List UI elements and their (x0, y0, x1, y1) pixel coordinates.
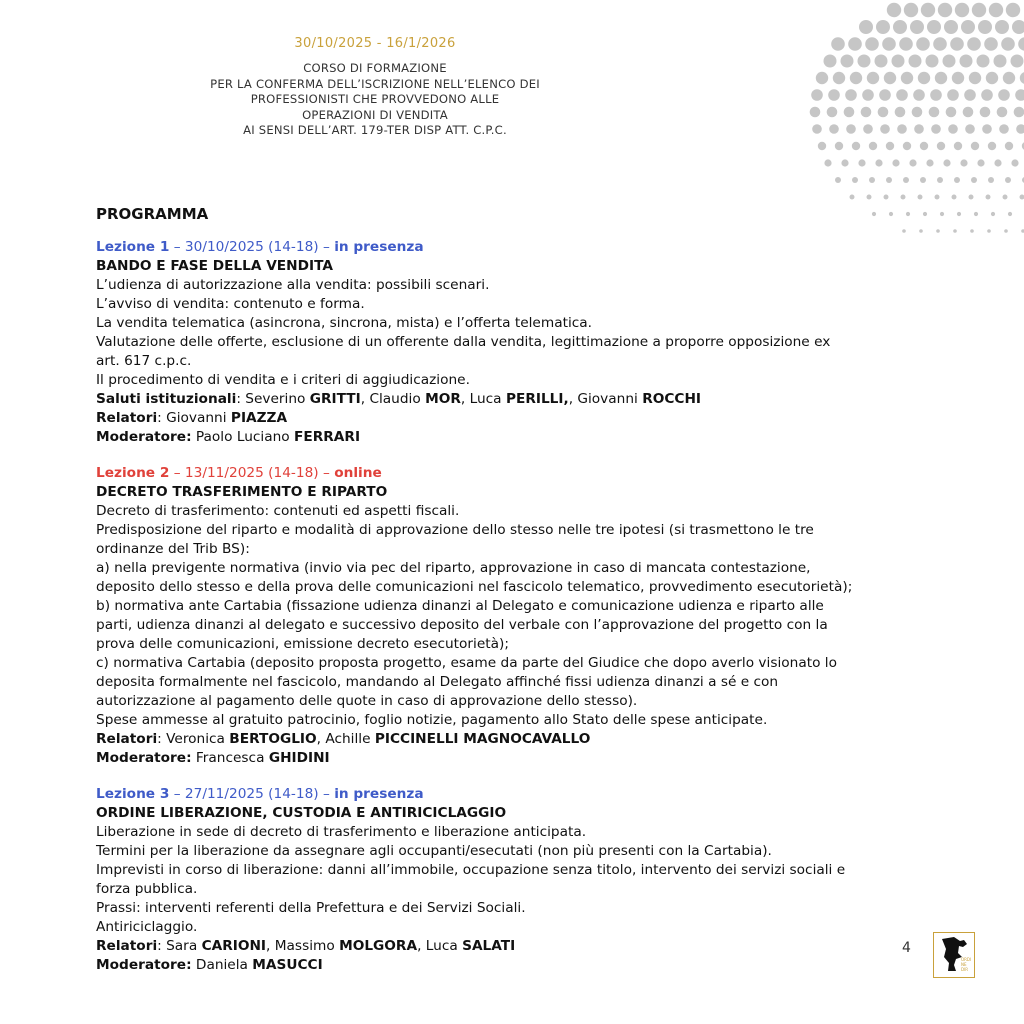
decorative-dot (844, 107, 855, 118)
decorative-dot (964, 89, 976, 101)
person-last-name: SALATI (462, 938, 516, 954)
moderatore-line (96, 428, 996, 447)
decorative-dot (920, 177, 926, 183)
decorative-dot (863, 124, 873, 134)
decorative-dot (998, 89, 1010, 101)
decorative-dot (876, 20, 890, 34)
decorative-dot (954, 142, 962, 150)
decorative-dot (918, 72, 930, 84)
moderatore-label: Moderatore: (96, 429, 192, 445)
lesson-text-line: Spese ammesse al gratuito patrocinio, foglio notizie, pagamento allo Stato delle spese anticipate. (96, 712, 768, 728)
person-last-name: CARIONI (201, 938, 267, 954)
person-first-name: Luca (425, 938, 458, 954)
decorative-dot (895, 107, 906, 118)
decorative-dot (1014, 107, 1024, 118)
decorative-dot (909, 159, 916, 166)
decorative-dot (827, 107, 838, 118)
decorative-dot (828, 89, 840, 101)
decorative-dot (929, 107, 940, 118)
person-last-name: GRITTI (309, 391, 361, 407)
decorative-dot (955, 3, 969, 17)
header-line: PROFESSIONISTI CHE PROVVEDONO ALLE (250, 92, 500, 106)
decorative-dot (903, 177, 909, 183)
decorative-dot (967, 37, 981, 51)
lesson-text-line: deposito dello stesso e della prova delle comunicazioni nel fascicolo telematico, provvedimento esecutorietà); (96, 579, 853, 595)
relatori-label: Relatori (96, 410, 158, 426)
course-dates: 30/10/2025 - 16/1/2026 (294, 36, 456, 51)
decorative-dot (984, 37, 998, 51)
decorative-dot (862, 89, 874, 101)
decorative-dot (850, 72, 862, 84)
decorative-dot (859, 20, 873, 34)
decorative-dot (971, 142, 979, 150)
decorative-dot (1008, 212, 1012, 216)
decorative-dot (1001, 37, 1015, 51)
decorative-dot (867, 195, 872, 200)
lesson-date: – 30/10/2025 (14-18) – (169, 239, 335, 255)
lesson-heading (96, 464, 996, 483)
lesson-date: – 27/11/2025 (14-18) – (169, 786, 335, 802)
lesson-text-line: L’avviso di vendita: contenuto e forma. (96, 296, 365, 312)
decorative-dot (950, 37, 964, 51)
header-line: CORSO DI FORMAZIONE (303, 61, 447, 75)
person-last-name: BERTOGLIO (229, 731, 317, 747)
decorative-dot (997, 107, 1008, 118)
decorative-dot (835, 142, 843, 150)
lesson-text-line: b) normativa ante Cartabia (fissazione udienza dinanzi al Delegato e comunicazione udienza e riparto alle (96, 598, 824, 614)
decorative-dot (978, 20, 992, 34)
decorative-dot (965, 124, 975, 134)
person-last-name: PICCINELLI MAGNOCAVALLO (374, 731, 591, 747)
decorative-dot (829, 124, 839, 134)
decorative-dot (926, 159, 933, 166)
decorative-dot (882, 37, 896, 51)
decorative-dot (897, 124, 907, 134)
decorative-dot (869, 142, 877, 150)
decorative-dot (811, 89, 823, 101)
header-line: PER LA CONFERMA DELL’ISCRIZIONE NELL’ELENCO DEI (210, 76, 540, 91)
decorative-dot (969, 195, 974, 200)
person-last-name: ROCCHI (642, 391, 702, 407)
decorative-dot (971, 177, 977, 183)
person-last-name: GHIDINI (268, 750, 330, 766)
lesson-text-line: art. 617 c.p.c. (96, 353, 192, 369)
decorative-dot (884, 195, 889, 200)
lesson-text-line: Termini per la liberazione da assegnare agli occupanti/esecutati (non più presenti con la Cartabia). (96, 843, 772, 859)
decorative-dot (1012, 20, 1024, 34)
decorative-dot (903, 142, 911, 150)
decorative-dot (952, 72, 964, 84)
decorative-dot (896, 89, 908, 101)
lesson-text-line: c) normativa Cartabia (deposito proposta progetto, esame da parte del Giudice che dopo averlo visionato lo (96, 655, 837, 671)
relatori-label: Relatori (96, 938, 158, 954)
decorative-dot (818, 142, 826, 150)
decorative-dot (969, 72, 981, 84)
decorative-dot (931, 124, 941, 134)
person-first-name: Severino (245, 391, 306, 407)
decorative-dot (841, 55, 854, 68)
decorative-dot (977, 55, 990, 68)
moderatore-line (96, 956, 996, 975)
lesson-label: Lezione 3 (96, 786, 170, 802)
lesson-text-line: deposita formalmente nel fascicolo, mandando al Delegato affinché fissi udienza dinanzi a sé e con (96, 674, 779, 690)
person-last-name: FERRARI (294, 429, 361, 445)
lesson-block (96, 785, 996, 975)
person-first-name: Massimo (274, 938, 335, 954)
lesson-topic: BANDO E FASE DELLA VENDITA (96, 258, 333, 274)
decorative-dot (926, 55, 939, 68)
decorative-dot (880, 124, 890, 134)
lesson-mode: online (334, 465, 382, 481)
lesson-text-line: prova delle comunicazioni, emissione decreto esecutorietà); (96, 636, 509, 652)
decorative-dot (980, 107, 991, 118)
moderatore-label: Moderatore: (96, 750, 192, 766)
decorative-dot (850, 195, 855, 200)
decorative-dot (944, 20, 958, 34)
decorative-dot (1016, 124, 1024, 134)
decorative-dot (1015, 89, 1024, 101)
lesson-block (96, 464, 996, 768)
decorative-dot (1003, 72, 1015, 84)
lesson-text-line: autorizzazione al pagamento delle quote in caso di approvazione dello stesso). (96, 693, 638, 709)
decorative-dot (937, 142, 945, 150)
decorative-dot (810, 107, 821, 118)
person-last-name: PERILLI, (505, 391, 569, 407)
decorative-dot (884, 72, 896, 84)
relatori-label: Relatori (96, 731, 158, 747)
decorative-dot (1003, 195, 1008, 200)
lesson-text-line: Liberazione in sede di decreto di trasferimento e liberazione anticipata. (96, 824, 587, 840)
header-line: OPERAZIONI DI VENDITA (302, 107, 448, 122)
lesson-text-line: Prassi: interventi referenti della Prefettura e dei Servizi Sociali. (96, 900, 526, 916)
decorative-dot (920, 142, 928, 150)
decorative-dot (972, 3, 986, 17)
decorative-dot (901, 195, 906, 200)
decorative-dot (1006, 3, 1020, 17)
decorative-dot (982, 124, 992, 134)
decorative-dot (994, 159, 1001, 166)
lesson-text-line: Valutazione delle offerte, esclusione di un offerente dalla vendita, legittimazione a proporre opposizione ex (96, 334, 831, 350)
person-first-name: Francesca (195, 750, 265, 766)
lesson-text-line: Antiriciclaggio. (96, 919, 198, 935)
lesson-date: – 13/11/2025 (14-18) – (169, 465, 335, 481)
decorative-dot (999, 124, 1009, 134)
person-first-name: Sara (166, 938, 198, 954)
logo-icon (934, 933, 973, 976)
decorative-dot (893, 20, 907, 34)
course-header (165, 36, 585, 139)
moderatore-line (96, 749, 996, 768)
decorative-dot (875, 55, 888, 68)
decorative-dot (852, 142, 860, 150)
decorative-dot (995, 20, 1009, 34)
decorative-dot (899, 37, 913, 51)
lesson-text-line: Decreto di trasferimento: contenuti ed aspetti fiscali. (96, 503, 460, 519)
person-last-name: PIAZZA (230, 410, 288, 426)
decorative-dot (909, 55, 922, 68)
person-first-name: Giovanni (166, 410, 227, 426)
person-last-name: MOR (425, 391, 461, 407)
decorative-dot (845, 89, 857, 101)
decorative-dot (1011, 55, 1024, 68)
decorative-dot (892, 159, 899, 166)
person-first-name: Daniela (195, 957, 248, 973)
decorative-dot (892, 55, 905, 68)
page-number: 4 (902, 940, 911, 956)
lesson-mode: in presenza (334, 239, 424, 255)
person-first-name: Achille (325, 731, 371, 747)
decorative-dot (913, 89, 925, 101)
decorative-dot (875, 159, 882, 166)
decorative-dot (865, 37, 879, 51)
person-first-name: Luca (469, 391, 502, 407)
decorative-dot (947, 89, 959, 101)
decorative-dot (989, 3, 1003, 17)
decorative-dot (988, 177, 994, 183)
lesson-text-line: parti, udienza dinanzi al delegato e successivo deposito del verbale con l’approvazione del progetto con la (96, 617, 828, 633)
decorative-dot (887, 3, 901, 17)
decorative-dot (824, 55, 837, 68)
decorative-dot (977, 159, 984, 166)
decorative-dot (918, 195, 923, 200)
decorative-dot (921, 3, 935, 17)
organization-logo (933, 932, 975, 978)
decorative-dot (994, 55, 1007, 68)
decorative-dot (886, 177, 892, 183)
person-last-name: MASUCCI (252, 957, 323, 973)
decorative-dot (935, 72, 947, 84)
decorative-dot (986, 72, 998, 84)
decorative-dot (988, 142, 996, 150)
lesson-mode: in presenza (334, 786, 424, 802)
decorative-dot (948, 124, 958, 134)
decorative-dot (833, 72, 845, 84)
person-first-name: Veronica (166, 731, 225, 747)
moderatore-label: Moderatore: (96, 957, 192, 973)
decorative-dot (858, 159, 865, 166)
decorative-dot (963, 107, 974, 118)
decorative-dot (943, 159, 950, 166)
decorative-dot (848, 37, 862, 51)
decorative-dot (831, 37, 845, 51)
decorative-dot (861, 107, 872, 118)
decorative-dot (816, 72, 828, 84)
decorative-dot (1011, 159, 1018, 166)
decorative-dot-pattern (800, 0, 1024, 240)
decorative-dot (927, 20, 941, 34)
lesson-heading (96, 238, 996, 257)
lesson-text-line: Il procedimento di vendita e i criteri di aggiudicazione. (96, 372, 470, 388)
lesson-text-line: a) nella previgente normativa (invio via pec del riparto, approvazione in caso di mancata contestazione, (96, 560, 811, 576)
decorative-dot (946, 107, 957, 118)
decorative-dot (886, 142, 894, 150)
program-title: PROGRAMMA (96, 205, 209, 223)
lesson-text-line: L’udienza di autorizzazione alla vendita: possibili scenari. (96, 277, 490, 293)
decorative-dot (938, 3, 952, 17)
decorative-dot (952, 195, 957, 200)
decorative-dot (904, 3, 918, 17)
decorative-dot (935, 195, 940, 200)
lesson-label: Lezione 1 (96, 239, 170, 255)
saluti-line: Saluti istituzionali: Severino GRITTI, Claudio MOR, Luca PERILLI,, Giovanni ROCCHI (96, 391, 702, 407)
lesson-text-line: forza pubblica. (96, 881, 198, 897)
lesson-topic: ORDINE LIBERAZIONE, CUSTODIA E ANTIRICICLAGGIO (96, 805, 507, 821)
decorative-dot (858, 55, 871, 68)
decorative-dot (912, 107, 923, 118)
decorative-dot (1020, 195, 1024, 200)
svg-text:NE: NE (961, 962, 967, 967)
decorative-dot (1004, 229, 1008, 233)
decorative-dot (937, 177, 943, 183)
decorative-dot (914, 124, 924, 134)
decorative-dot (879, 89, 891, 101)
decorative-dot (878, 107, 889, 118)
decorative-dot (867, 72, 879, 84)
relatori-line: Relatori: Veronica BERTOGLIO, Achille PICCINELLI MAGNOCAVALLO (96, 731, 591, 747)
decorative-dot (916, 37, 930, 51)
decorative-dot (1005, 142, 1013, 150)
svg-text:ORDI: ORDI (961, 957, 972, 962)
decorative-dot (841, 159, 848, 166)
lesson-text-line: La vendita telematica (asincrona, sincrona, mista) e l’offerta telematica. (96, 315, 593, 331)
lesson-topic: DECRETO TRASFERIMENTO E RIPARTO (96, 484, 388, 500)
lesson-label: Lezione 2 (96, 465, 170, 481)
decorative-dot (954, 177, 960, 183)
decorative-dot (910, 20, 924, 34)
decorative-dot (933, 37, 947, 51)
decorative-dot (1020, 72, 1024, 84)
decorative-dot (930, 89, 942, 101)
decorative-dot (835, 177, 841, 183)
lesson-text-line: Imprevisti in corso di liberazione: danni all’immobile, occupazione senza titolo, intervento dei servizi sociali e (96, 862, 846, 878)
decorative-dot (869, 177, 875, 183)
decorative-dot (901, 72, 913, 84)
person-last-name: MOLGORA (339, 938, 418, 954)
decorative-dot (852, 177, 858, 183)
program-content (96, 205, 996, 992)
decorative-dot (846, 124, 856, 134)
person-first-name: Claudio (369, 391, 421, 407)
relatori-line: Relatori: Giovanni PIAZZA (96, 410, 288, 426)
decorative-dot (986, 195, 991, 200)
header-line: AI SENSI DELL’ART. 179-TER DISP ATT. C.P.C. (243, 123, 507, 137)
person-first-name: Giovanni (577, 391, 638, 407)
decorative-dot (943, 55, 956, 68)
person-first-name: Paolo Luciano (195, 429, 290, 445)
decorative-dot (812, 124, 822, 134)
lesson-text-line: ordinanze del Trib BS): (96, 541, 250, 557)
lesson-text-line: Predisposizione del riparto e modalità di approvazione dello stesso nelle tre ipotesi (si trasmettono le tre (96, 522, 814, 538)
decorative-dot (1018, 37, 1024, 51)
decorative-dot (824, 159, 831, 166)
decorative-dot (960, 159, 967, 166)
decorative-dot (1005, 177, 1011, 183)
lesson-list (96, 238, 996, 975)
decorative-dot (960, 55, 973, 68)
lesson-heading (96, 785, 996, 804)
lesson-block (96, 238, 996, 447)
saluti-label: Saluti istituzionali (96, 391, 237, 407)
relatori-line: Relatori: Sara CARIONI, Massimo MOLGORA, Luca SALATI (96, 938, 516, 954)
decorative-dot (981, 89, 993, 101)
svg-text:DIR: DIR (961, 967, 969, 972)
decorative-dot (961, 20, 975, 34)
